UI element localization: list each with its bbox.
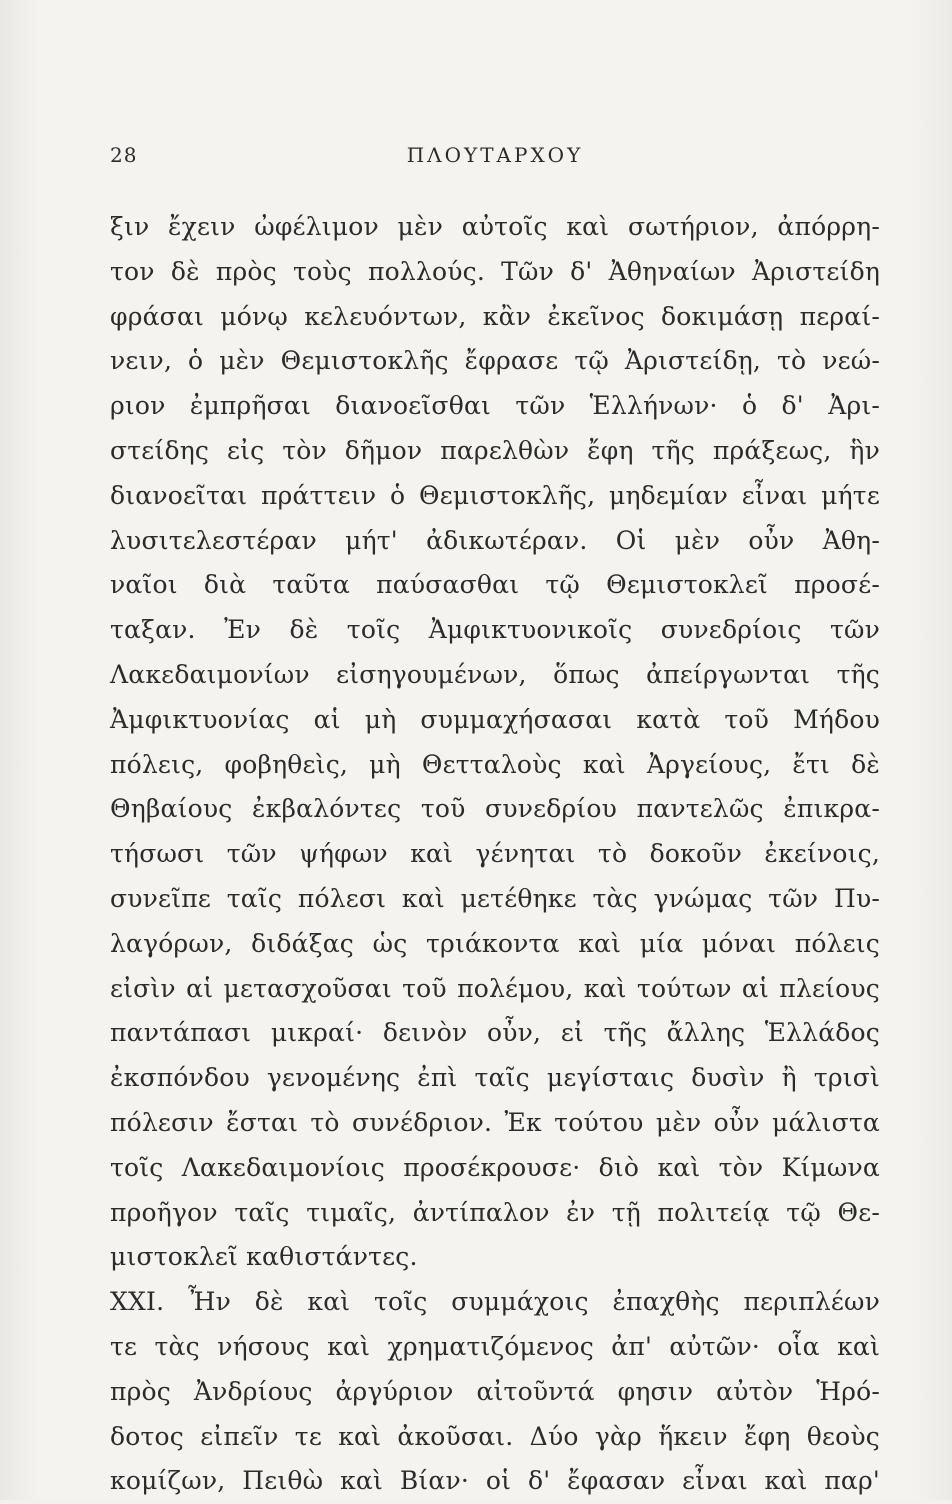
text-line: πόλεις, φοβηθεὶς, μὴ Θετταλοὺς καὶ Ἀργείους, ἔτι δὲ (110, 749, 880, 779)
text-line: νειν, ὁ μὲν Θεμιστοκλῆς ἔφρασε τῷ Ἀριστείδῃ, τὸ νεώ- (110, 346, 880, 376)
page-header (110, 143, 880, 179)
text-line: εἰσὶν αἱ μετασχοῦσαι τοῦ πολέμου, καὶ τούτων αἱ πλείους (110, 973, 880, 1003)
text-line: τε τὰς νήσους καὶ χρηματιζόμενος ἀπ' αὐτῶν· οἷα καὶ (110, 1331, 880, 1361)
text-line: ταξαν. Ἐν δὲ τοῖς Ἀμφικτυονικοῖς συνεδρίοις τῶν (110, 615, 880, 645)
text-line: ἐκσπόνδου γενομένης ἐπὶ ταῖς μεγίσταις δυσὶν ἢ τρισὶ (110, 1063, 880, 1093)
text-line: διανοεῖται πράττειν ὁ Θεμιστοκλῆς, μηδεμίαν εἶναι μήτε (110, 480, 880, 510)
chapter-start-line: XXI. Ἦν δὲ καὶ τοῖς συμμάχοις ἐπαχθὴς περιπλέων (110, 1287, 880, 1317)
text-line: Θηβαίους ἐκβαλόντες τοῦ συνεδρίου παντελῶς ἐπικρα- (110, 794, 880, 824)
text-line: πόλεσιν ἔσται τὸ συνέδριον. Ἐκ τούτου μὲν οὖν μάλιστα (110, 1107, 880, 1137)
text-line: πρὸς Ἀνδρίους ἀργύριον αἰτοῦντά φησιν αὐτὸν Ἡρό- (110, 1376, 880, 1406)
text-line: ναῖοι διὰ ταῦτα παύσασθαι τῷ Θεμιστοκλεῖ προσέ- (110, 570, 880, 600)
text-line: ριον ἐμπρῆσαι διανοεῖσθαι τῶν Ἑλλήνων· ὁ δ' Ἀρι- (110, 391, 880, 421)
text-line: προῆγον ταῖς τιμαῖς, ἀντίπαλον ἐν τῇ πολιτείᾳ τῷ Θε- (110, 1197, 880, 1227)
text-line: τοῖς Λακεδαιμονίοις προσέκρουσε· διὸ καὶ τὸν Κίμωνα (110, 1152, 880, 1182)
text-line: παντάπασι μικραί· δεινὸν οὖν, εἰ τῆς ἄλλης Ἑλλάδος (110, 1018, 880, 1048)
text-line: λαγόρων, διδάξας ὡς τριάκοντα καὶ μία μόναι πόλεις (110, 928, 880, 958)
text-line: κομίζων, Πειθὼ καὶ Βίαν· οἱ δ' ἔφασαν εἶναι καὶ παρ' (110, 1466, 880, 1496)
text-line: ξιν ἔχειν ὠφέλιμον μὲν αὐτοῖς καὶ σωτήριον, ἀπόρρη- (110, 212, 880, 241)
text-line: λυσιτελεστέραν μήτ' ἀδικωτέραν. Οἱ μὲν οὖν Ἀθη- (110, 525, 880, 555)
text-line: τήσωσι τῶν ψήφων καὶ γένηται τὸ δοκοῦν ἐκείνοις, (110, 839, 880, 869)
text-line: δοτος εἰπεῖν τε καὶ ἀκοῦσαι. Δύο γὰρ ἥκειν ἔφη θεοὺς (110, 1421, 880, 1451)
text-line: συνεῖπε ταῖς πόλεσι καὶ μετέθηκε τὰς γνώμας τῶν Πυ- (110, 883, 880, 913)
text-line: φράσαι μόνῳ κελευόντων, κἂν ἐκεῖνος δοκιμάσῃ περαί- (110, 301, 880, 331)
text-line: τον δὲ πρὸς τοὺς πολλούς. Τῶν δ' Ἀθηναίων Ἀριστείδη (110, 256, 880, 286)
running-title: ΠΛΟΥΤΑΡΧΟΥ (406, 143, 584, 167)
text-line: Ἀμφικτυονίας αἱ μὴ συμμαχήσασαι κατὰ τοῦ Μήδου (110, 704, 880, 734)
text-line: μιστοκλεῖ καθιστάντες. (110, 1242, 418, 1272)
text-line: Λακεδαιμονίων εἰσηγουμένων, ὅπως ἀπείργωνται τῆς (110, 659, 880, 689)
body-text (110, 205, 880, 1504)
text-line: στείδης εἰς τὸν δῆμον παρελθὼν ἔφη τῆς πράξεως, ἣν (110, 435, 880, 465)
page-number: 28 (110, 143, 138, 167)
